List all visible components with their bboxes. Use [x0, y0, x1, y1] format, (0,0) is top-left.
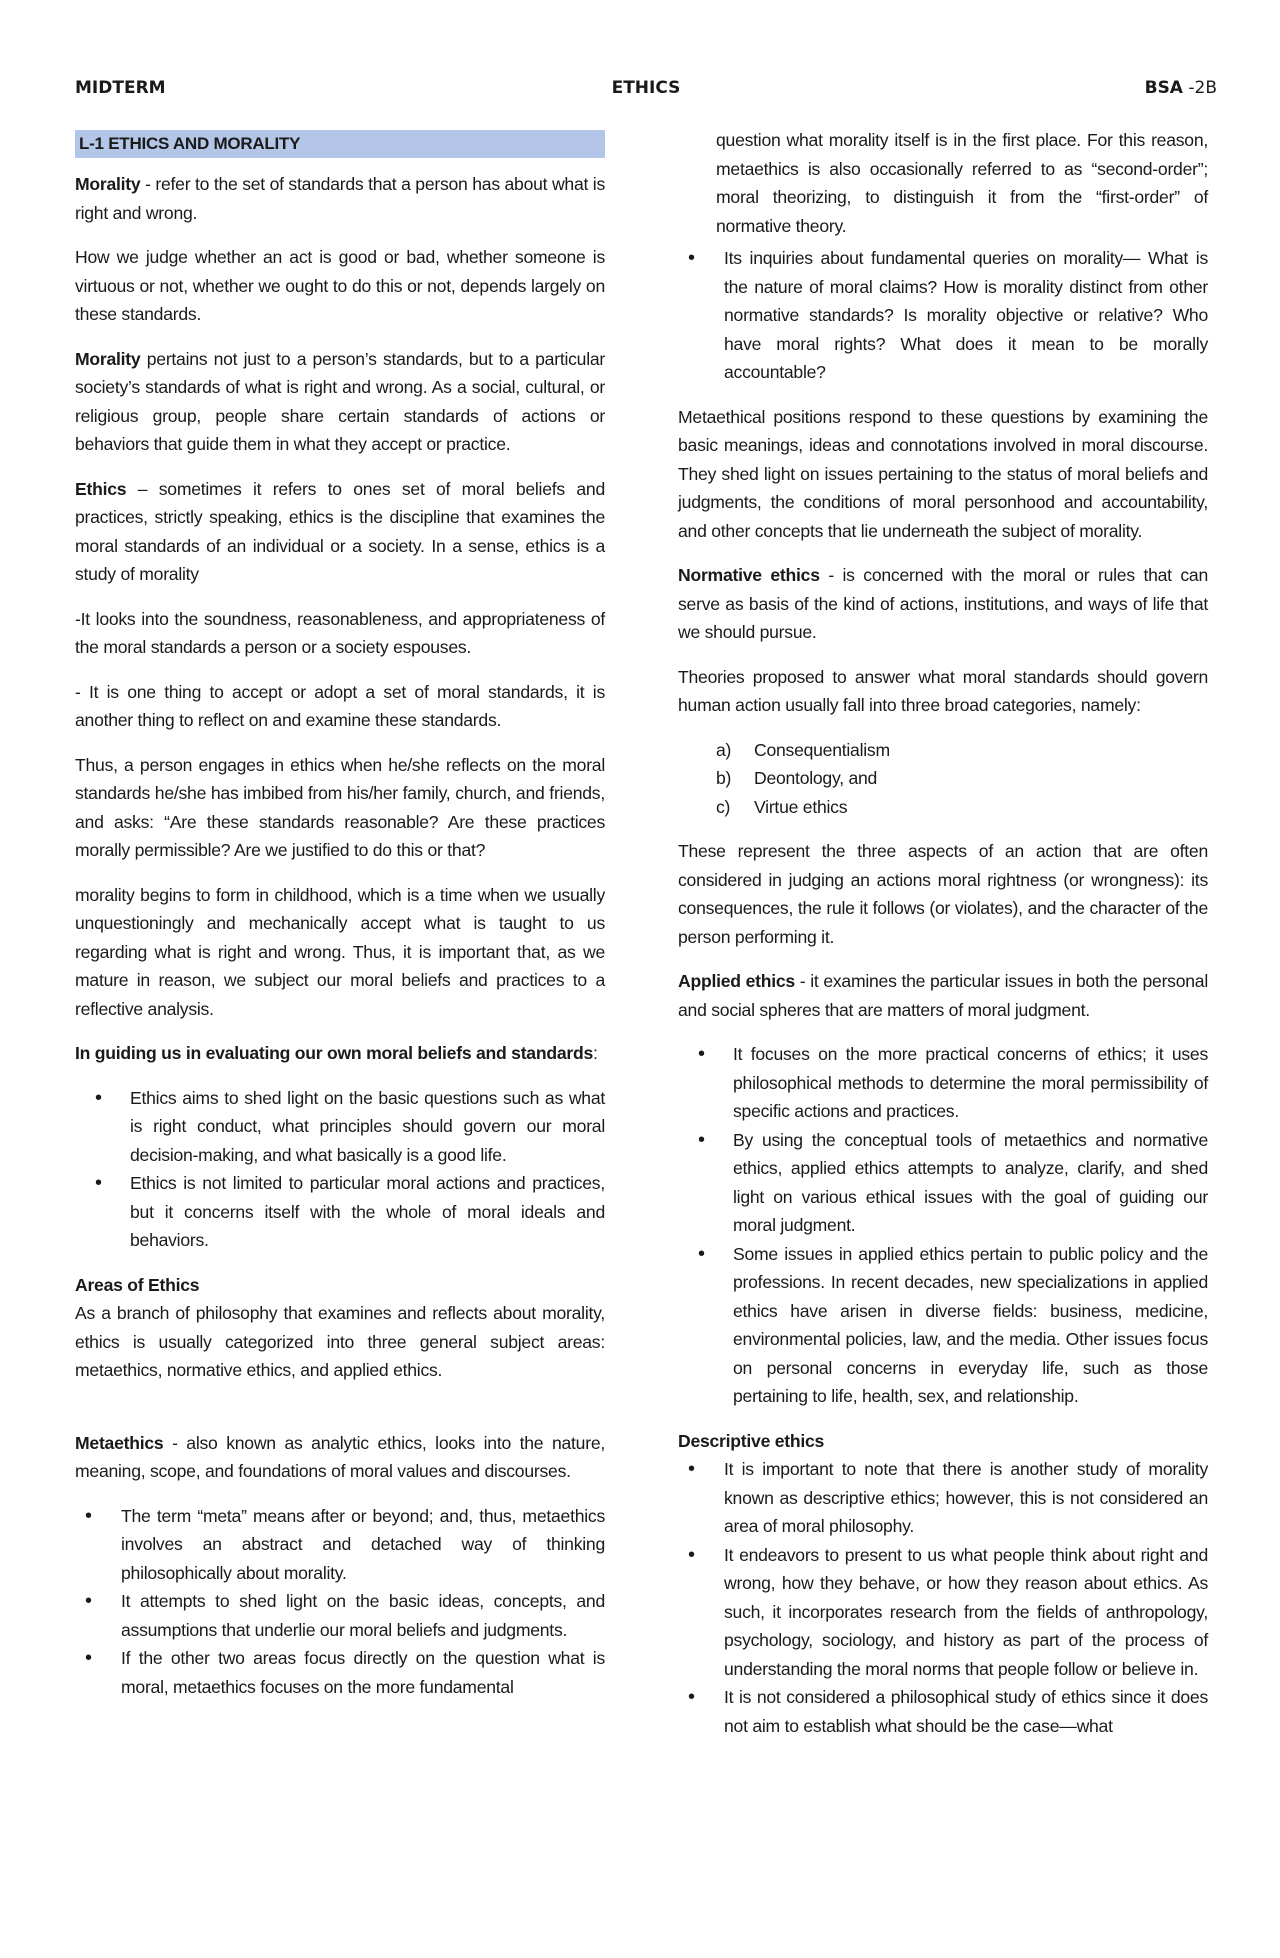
applied-definition	[678, 967, 1208, 1024]
list-text: Virtue ethics	[754, 796, 848, 817]
normative-categories	[678, 736, 1208, 822]
list-item: • Its inquiries about fundamental queries on morality— What is the nature of moral claims? How is morality distinct from other normative standards? Is morality objective or relative? Who have moral rights? What does it mean to be morally accountable?	[678, 244, 1208, 387]
list-marker: c)	[716, 796, 731, 817]
header-section	[1145, 78, 1217, 98]
guiding-heading-colon: :	[593, 1043, 598, 1063]
normative-term: Normative ethics	[678, 565, 820, 585]
header-block: -2B	[1182, 78, 1217, 98]
guiding-heading-bold: In guiding us in evaluating our own moral beliefs and standards	[75, 1043, 593, 1063]
paragraph-looks: -It looks into the soundness, reasonableness, and appropriateness of the moral standards a person or a society espouses.	[75, 608, 605, 657]
descriptive-list	[678, 1455, 1208, 1740]
guiding-heading	[75, 1039, 605, 1068]
list-item: • It endeavors to present to us what people think about right and wrong, how they behave, or how they reason about ethics. As such, it incorporates research from the fields of anthropology, psychology, sociology, and history as part of the process of understanding the moral norms that people follow or believe in.	[678, 1541, 1208, 1684]
list-item: • It is important to note that there is another study of morality known as descriptive ethics; however, this is not considered an area of moral philosophy.	[678, 1455, 1208, 1541]
ethics-definition	[75, 475, 605, 589]
metaethics-list	[75, 1502, 605, 1702]
list-item: • If the other two areas focus directly on the question what is moral, metaethics focuses on the more fundamental	[75, 1644, 605, 1701]
metaethics-list-continued	[678, 244, 1208, 387]
list-text: Consequentialism	[754, 739, 890, 760]
metaethics-continued: question what morality itself is in the first place. For this reason, metaethics is also occasionally referred to as “second-order”; moral theorizing, to distinguish it from the “first-order” of normative theory.	[716, 130, 1208, 236]
paragraph-accept: - It is one thing to accept or adopt a set of moral standards, it is another thing to reflect on and examine these standards.	[75, 681, 605, 730]
list-item: • It attempts to shed light on the basic ideas, concepts, and assumptions that underlie our moral beliefs and judgments.	[75, 1587, 605, 1644]
list-item: • Ethics is not limited to particular moral actions and practices, but it concerns itself with the whole of moral ideals and behaviors.	[75, 1169, 605, 1255]
morality2-term: Morality	[75, 348, 141, 369]
metaethics-definition	[75, 1429, 605, 1486]
header-course: BSA	[1144, 78, 1183, 98]
header-subject: ETHICS	[611, 78, 681, 98]
list-marker: b)	[716, 768, 732, 788]
applied-list	[678, 1040, 1208, 1411]
header-midterm: MIDTERM	[75, 78, 166, 98]
applied-def-text: - it examines the particular issues in both the personal and social spheres that are matters of moral judgment.	[678, 971, 1208, 1020]
metaethics-term: Metaethics	[75, 1432, 164, 1453]
list-item	[678, 736, 1208, 765]
list-item: • It is not considered a philosophical study of ethics since it does not aim to establish what should be the case—what	[678, 1683, 1208, 1740]
normative-definition	[678, 561, 1208, 647]
paragraph-aspects: These represent the three aspects of an action that are often considered in judging an actions moral rightness (or wrongness): its consequences, the rule it follows (or violates), and the character of the person performing it.	[678, 841, 1208, 947]
morality-term: Morality	[75, 174, 141, 194]
applied-term: Applied ethics	[678, 971, 795, 991]
paragraph-judge: How we judge whether an act is good or bad, whether someone is virtuous or not, whether we ought to do this or not, depends largely on these standards.	[75, 247, 605, 324]
page-header	[75, 78, 1217, 104]
descriptive-heading: Descriptive ethics	[678, 1430, 825, 1451]
morality-definition	[75, 170, 605, 227]
list-item: • Some issues in applied ethics pertain to public policy and the professions. In recent decades, new specializations in applied ethics have arisen in diverse fields: business, medicine, environmental policies, law, and the media. Other issues focus on personal concerns in everyday life, such as those pertaining to life, health, sex, and relationship.	[678, 1240, 1208, 1411]
right-column	[678, 126, 1208, 1756]
areas-text: As a branch of philosophy that examines and reflects about morality, ethics is usually categorized into three general subject areas: metaethics, normative ethics, and applied ethics.	[75, 1303, 605, 1380]
list-item	[678, 764, 1208, 793]
spacer	[75, 1401, 605, 1429]
paragraph-positions: Metaethical positions respond to these questions by examining the basic meanings, ideas and connotations involved in moral discourse. They shed light on issues pertaining to the status of moral beliefs and judgments, the conditions of moral personhood and accountability, and other concepts that lie underneath the subject of morality.	[678, 406, 1208, 541]
paragraph-theories: Theories proposed to answer what moral standards should govern human action usually fall into three broad categories, namely:	[678, 666, 1208, 715]
list-marker: a)	[716, 739, 732, 760]
morality-society	[75, 345, 605, 459]
metaethics-def-text: - also known as analytic ethics, looks into the nature, meaning, scope, and foundations of moral values and discourses.	[75, 1432, 605, 1481]
paragraph-childhood: morality begins to form in childhood, which is a time when we usually unquestioningly and mechanically accept what is taught to us regarding what is right and wrong. Thus, it is important that, as we mature in reason, we subject our moral beliefs and practices to a reflective analysis.	[75, 884, 605, 1019]
left-column	[75, 130, 605, 1717]
list-item: • By using the conceptual tools of metaethics and normative ethics, applied ethics attempts to analyze, clarify, and shed light on various ethical issues with the goal of guiding our moral judgment.	[678, 1126, 1208, 1240]
list-item	[678, 793, 1208, 822]
paragraph-thus: Thus, a person engages in ethics when he/she reflects on the moral standards he/she has imbibed from his/her family, church, and friends, and asks: “Are these standards reasonable? Are these practices morally permissible? Are we justified to do this or that?	[75, 754, 605, 860]
morality-def-text: - refer to the set of standards that a person has about what is right and wrong.	[75, 174, 605, 223]
list-item: • Ethics aims to shed light on the basic questions such as what is right conduct, what principles should govern our moral decision-making, and what basically is a good life.	[75, 1084, 605, 1170]
list-item: • The term “meta” means after or beyond; and, thus, metaethics involves an abstract and detached way of thinking philosophically about morality.	[75, 1502, 605, 1588]
guiding-list	[75, 1084, 605, 1255]
areas-heading: Areas of Ethics	[75, 1274, 200, 1295]
morality2-text: pertains not just to a person’s standards, but to a particular society’s standards of what is right and wrong. As a social, cultural, or religious group, people share certain standards of actions or behaviors that guide them in what they accept or practice.	[75, 348, 605, 454]
lesson-title: L-1 ETHICS AND MORALITY	[75, 130, 605, 158]
ethics-def-text: – sometimes it refers to ones set of moral beliefs and practices, strictly speaking, ethics is the discipline that examines the moral standards of an individual or a society. In a sense, ethics is a study of morality	[75, 478, 605, 584]
list-item: • It focuses on the more practical concerns of ethics; it uses philosophical methods to determine the moral permissibility of specific actions and practices.	[678, 1040, 1208, 1126]
list-text: Deontology, and	[754, 768, 878, 788]
ethics-term: Ethics	[75, 478, 127, 499]
normative-def-text: - is concerned with the moral or rules that can serve as basis of the kind of actions, institutions, and ways of life that we should pursue.	[678, 565, 1209, 642]
